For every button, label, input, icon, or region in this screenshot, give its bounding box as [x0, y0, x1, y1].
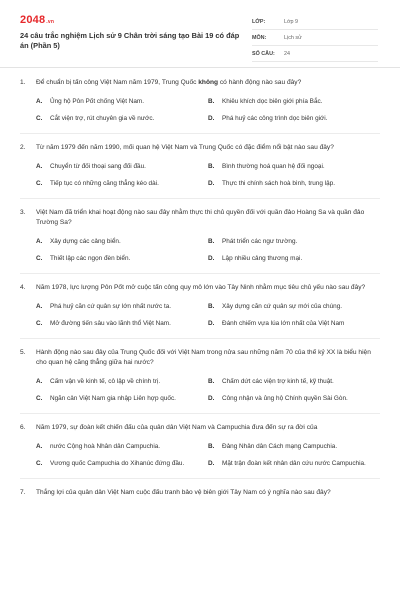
option-letter: D.: [208, 255, 215, 262]
document-title: 24 câu trắc nghiệm Lịch sử 9 Chân trời sáng tạo Bài 19 có đáp án (Phần 5): [20, 31, 240, 50]
option-text: Vương quốc Campuchia do Xihanúc đứng đầu.: [50, 460, 185, 467]
option-letter: C.: [36, 320, 43, 327]
question-text: [36, 283, 380, 293]
question-item: [20, 143, 380, 188]
option-text: Chuyển từ đối thoại sang đối đầu.: [50, 163, 146, 170]
logo-domain: .vn: [46, 19, 55, 25]
option-letter: D.: [208, 180, 215, 187]
answer-option[interactable]: [208, 254, 380, 263]
meta-value: Lịch sử: [284, 34, 302, 41]
option-text: Mặt trận đoàn kết nhân dân cứu nước Campuchia.: [222, 460, 366, 467]
option-letter: A.: [36, 378, 43, 385]
question-list: [20, 78, 380, 498]
question-stem: [20, 348, 380, 368]
option-letter: A.: [36, 163, 43, 170]
option-text: nước Cộng hoà Nhân dân Campuchia.: [50, 443, 161, 450]
question-text: [36, 348, 380, 368]
option-letter: A.: [36, 303, 43, 310]
question-text-part: Để chuẩn bị tấn công Việt Nam năm 1979, Trung Quốc: [36, 79, 199, 86]
option-text: Phá huỷ các công trình dọc biên giới.: [222, 115, 328, 122]
question-number: 6.: [20, 424, 26, 431]
answer-options: [36, 162, 380, 188]
question-divider: [20, 478, 380, 479]
question-number: 4.: [20, 284, 26, 291]
answer-option[interactable]: [36, 179, 208, 188]
option-letter: C.: [36, 180, 43, 187]
answer-option[interactable]: [36, 254, 208, 263]
meta-key: SỐ CÂU:: [252, 50, 275, 57]
question-item: [20, 348, 380, 403]
option-text: Ngăn cản Việt Nam gia nhập Liên hợp quốc.: [50, 395, 176, 402]
option-text: Đánh chiếm vựa lúa lớn nhất của Việt Nam: [222, 320, 345, 327]
document-header: [0, 0, 400, 68]
option-text: Bình thường hoá quan hệ đối ngoại.: [222, 163, 325, 170]
answer-option[interactable]: [208, 319, 380, 328]
option-letter: C.: [36, 115, 43, 122]
answer-options: [36, 302, 380, 328]
question-divider: [20, 413, 380, 414]
question-text: [36, 488, 380, 498]
question-divider: [20, 338, 380, 339]
option-text: Phá huỷ căn cứ quân sự lớn nhất nước ta.: [50, 303, 172, 310]
document-meta: [252, 14, 378, 62]
question-stem: [20, 488, 380, 498]
option-text: Khiêu khích dọc biên giới phía Bắc.: [222, 98, 323, 105]
answer-option[interactable]: [36, 162, 208, 171]
question-item: [20, 283, 380, 328]
option-letter: C.: [36, 395, 43, 402]
question-divider: [20, 198, 380, 199]
question-text-part: Thắng lợi của quân dân Việt Nam cuộc đấu tranh bảo vệ biên giới Tây Nam có ý nghĩa nào sau đây?: [36, 489, 331, 496]
answer-options: [36, 97, 380, 123]
option-letter: C.: [36, 460, 43, 467]
option-letter: D.: [208, 395, 215, 402]
answer-options: [36, 237, 380, 263]
option-letter: A.: [36, 443, 43, 450]
option-letter: D.: [208, 320, 215, 327]
question-text-part: có hành động nào sau đây?: [218, 79, 302, 86]
question-item: [20, 78, 380, 123]
option-text: Cắt viện trợ, rút chuyên gia về nước.: [50, 115, 155, 122]
question-stem: [20, 423, 380, 433]
question-number: 5.: [20, 349, 26, 356]
option-text: Đảng Nhân dân Cách mạng Campuchia.: [222, 443, 338, 450]
question-text-part: Hành động nào sau đây của Trung Quốc đối với Việt Nam trong nửa sau những năm 70 của thế kỷ XX là biểu hiện cho quan hệ căng thẳng giữa hai nước?: [36, 349, 371, 366]
answer-option[interactable]: [36, 394, 208, 403]
meta-key: MÔN:: [252, 34, 267, 41]
option-letter: B.: [208, 443, 215, 450]
question-number: 2.: [20, 144, 26, 151]
answer-option[interactable]: [36, 302, 208, 311]
question-text: [36, 208, 380, 228]
logo-text: 2048: [20, 14, 46, 26]
question-number: 1.: [20, 79, 26, 86]
option-text: Thực thi chính sách hoà bình, trung lập.: [222, 180, 335, 187]
meta-row-count: [252, 46, 378, 62]
question-text-part: Việt Nam đã triển khai hoạt động nào sau đây nhằm thực thi chủ quyền đối với quần đảo Hoàng Sa và quần đảo Trường Sa?: [36, 209, 365, 226]
answer-option[interactable]: [208, 179, 380, 188]
answer-option[interactable]: [208, 442, 380, 451]
question-divider: [20, 133, 380, 134]
option-text: Công nhận và ủng hộ Chính quyền Sài Gòn.: [222, 395, 348, 402]
answer-option[interactable]: [208, 459, 380, 468]
option-letter: B.: [208, 98, 215, 105]
option-text: Phát triển các ngư trường.: [222, 238, 298, 245]
answer-option[interactable]: [36, 319, 208, 328]
question-item: [20, 423, 380, 468]
option-letter: B.: [208, 378, 215, 385]
option-letter: B.: [208, 238, 215, 245]
site-logo[interactable]: [20, 14, 54, 26]
option-text: Xây dựng căn cứ quân sự mới của chúng.: [222, 303, 343, 310]
answer-options: [36, 442, 380, 468]
question-text-part: Từ năm 1979 đến năm 1990, mối quan hệ Việt Nam và Trung Quốc có đặc điểm nổi bật nào sau đây?: [36, 144, 334, 151]
meta-key: LỚP:: [252, 18, 266, 25]
question-stem: [20, 283, 380, 293]
meta-value: 24: [284, 50, 290, 57]
option-letter: D.: [208, 115, 215, 122]
option-text: Cấm vận về kinh tế, cô lập về chính trị.: [50, 378, 161, 385]
question-item: [20, 208, 380, 263]
question-number: 3.: [20, 209, 26, 216]
question-text: [36, 78, 380, 88]
question-text-emphasis: không: [198, 79, 219, 86]
answer-option[interactable]: [36, 237, 208, 246]
option-letter: C.: [36, 255, 43, 262]
question-number: 7.: [20, 489, 26, 496]
answer-option[interactable]: [208, 377, 380, 386]
answer-option[interactable]: [208, 162, 380, 171]
option-text: Chấm dứt các viện trợ kinh tế, kỹ thuật.: [222, 378, 334, 385]
answer-option[interactable]: [36, 377, 208, 386]
answer-option[interactable]: [208, 114, 380, 123]
answer-option[interactable]: [208, 302, 380, 311]
answer-option[interactable]: [208, 237, 380, 246]
answer-option[interactable]: [36, 97, 208, 106]
option-text: Ủng hộ Pôn Pốt chống Việt Nam.: [50, 98, 145, 105]
question-stem: [20, 143, 380, 153]
question-item: [20, 488, 380, 498]
answer-option[interactable]: [208, 97, 380, 106]
question-text: [36, 143, 380, 153]
option-text: Mở đường tiến sâu vào lãnh thổ Việt Nam.: [50, 320, 171, 327]
question-text: [36, 423, 380, 433]
answer-option[interactable]: [208, 394, 380, 403]
question-divider: [20, 273, 380, 274]
option-letter: A.: [36, 98, 43, 105]
question-stem: [20, 208, 380, 228]
answer-option[interactable]: [36, 114, 208, 123]
option-text: Thiết lập các ngọn đèn biển.: [50, 255, 131, 262]
option-letter: B.: [208, 303, 215, 310]
answer-option[interactable]: [36, 442, 208, 451]
question-text-part: Năm 1979, sự đoàn kết chiến đấu của quân dân Việt Nam và Campuchia đưa đến sự ra đời của: [36, 424, 318, 431]
answer-options: [36, 377, 380, 403]
option-text: Tiếp tục có những căng thẳng kéo dài.: [50, 180, 159, 187]
option-text: Lập nhiều cảng thương mại.: [222, 255, 303, 262]
question-stem: [20, 78, 380, 88]
option-letter: A.: [36, 238, 43, 245]
option-letter: B.: [208, 163, 215, 170]
option-letter: D.: [208, 460, 215, 467]
answer-option[interactable]: [36, 459, 208, 468]
meta-row-class: [252, 14, 378, 30]
meta-row-subject: [252, 30, 378, 46]
question-text-part: Năm 1978, lực lượng Pôn Pốt mở cuộc tấn công quy mô lớn vào Tây Ninh nhằm mục tiêu chủ yếu nào sau đây?: [36, 284, 366, 291]
meta-value: Lớp 9: [284, 18, 299, 25]
option-text: Xây dựng các cảng biển.: [50, 238, 121, 245]
